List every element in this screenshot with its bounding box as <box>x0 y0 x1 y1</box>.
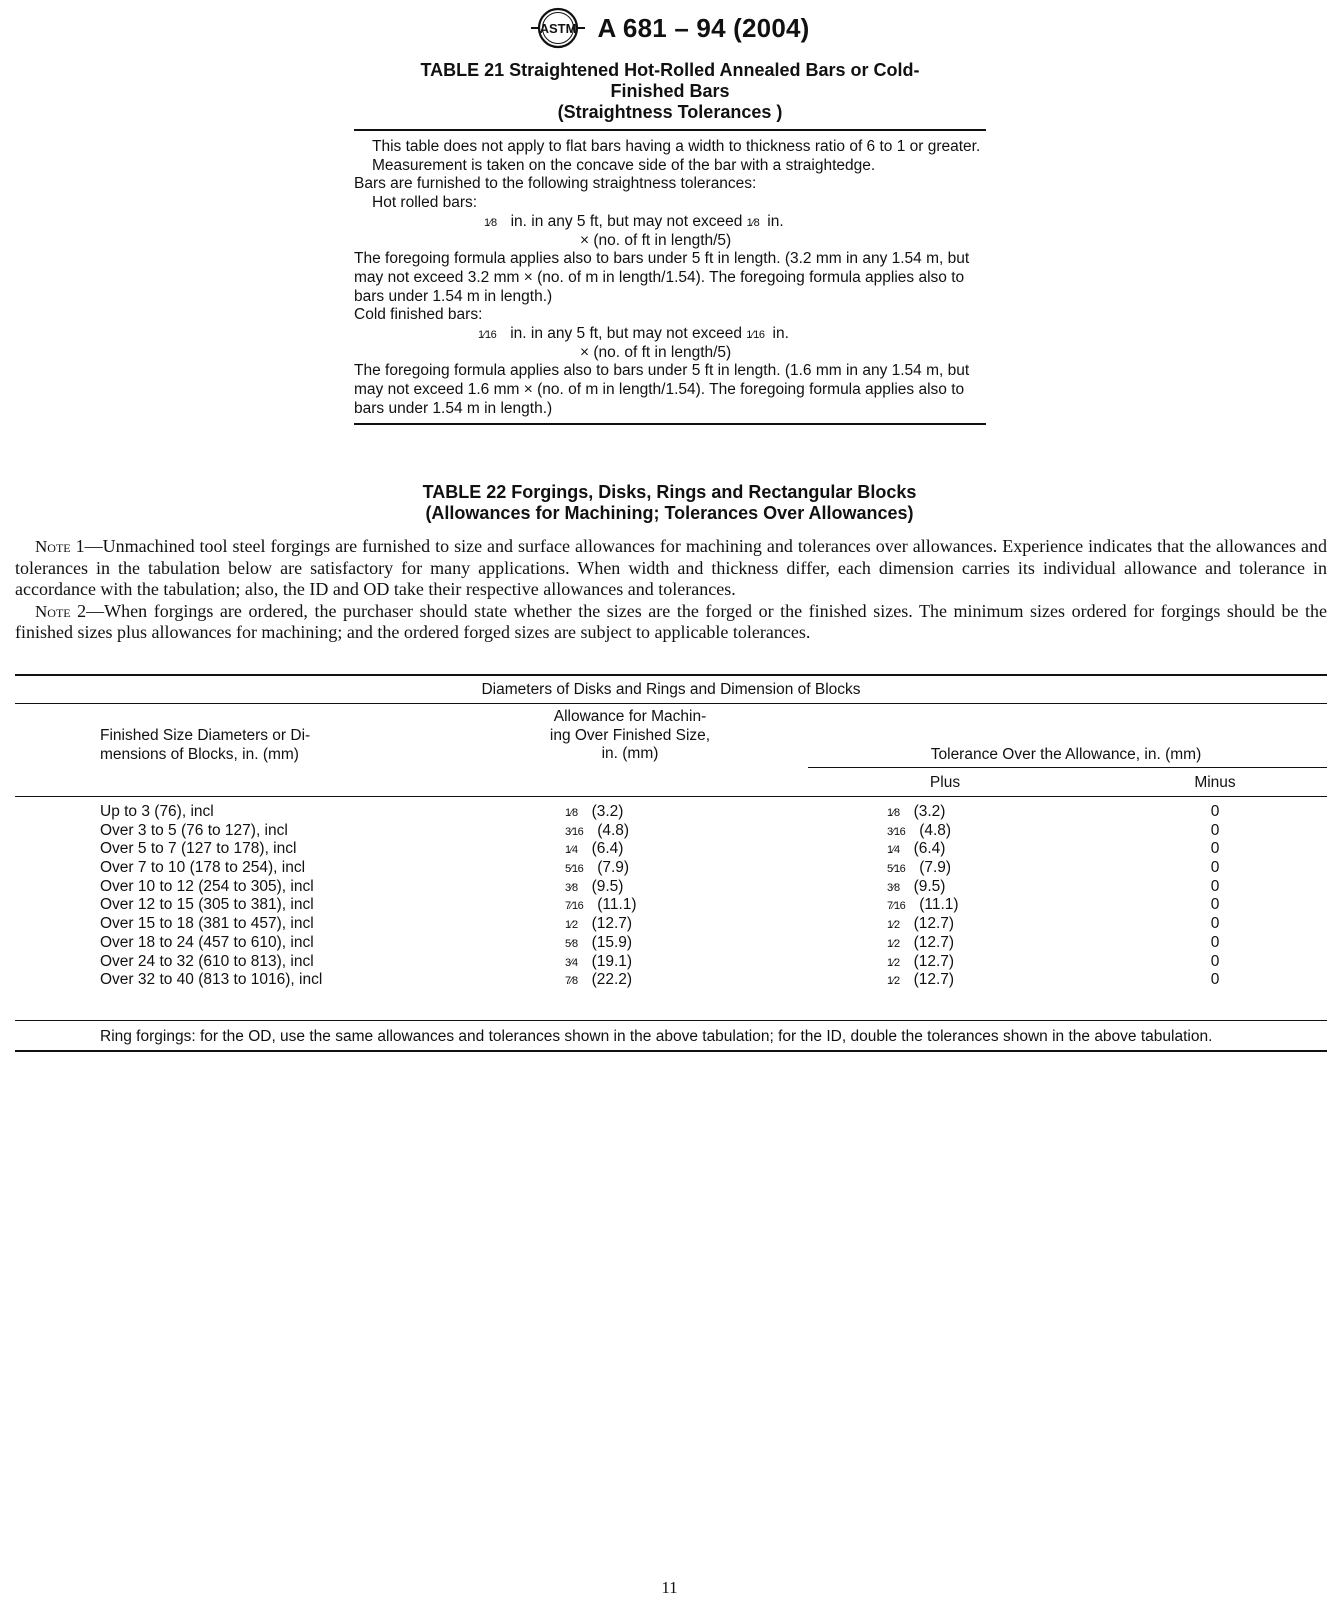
table-row: Over 3 to 5 (76 to 127), incl 3⁄16 (4.8) 3⁄16 (4.8) 0 <box>100 821 1220 839</box>
table-row: Over 5 to 7 (127 to 178), incl 1⁄4 (6.4) 1⁄4 (6.4) 0 <box>100 840 1220 858</box>
table-22-notes <box>15 536 1327 644</box>
table-21-scope-text: This table does not apply to flat bars having a width to thickness ratio of 6 to 1 or greater. <box>372 138 981 155</box>
hot-rolled-label: Hot rolled bars: <box>372 194 478 212</box>
table-21 <box>354 60 986 425</box>
astm-logo-icon <box>529 6 587 50</box>
column-header-tolerance: Tolerance Over the Allowance, in. (mm) <box>930 746 1202 763</box>
table-row: Over 18 to 24 (457 to 610), incl 5⁄8 (15.9) 1⁄2 (12.7) 0 <box>100 933 1220 951</box>
table-row: Over 32 to 40 (813 to 1016), incl 7⁄8 (22.2) 1⁄2 (12.7) 0 <box>100 971 1220 989</box>
table-22-rows <box>15 797 1327 990</box>
table-row: Over 10 to 12 (254 to 305), incl 3⁄8 (9.5) 3⁄8 (9.5) 0 <box>100 877 1220 895</box>
table-22-title: TABLE 22 Forgings, Disks, Rings and Rectangular Blocks (Allowances for Machining; Tolerances Over Allowances) <box>422 482 917 523</box>
column-header-size: Finished Size Diameters or Di- mensions of Blocks, in. (mm) <box>100 727 311 763</box>
page-header <box>0 6 1339 50</box>
table-22-subheaders <box>15 768 1327 796</box>
table-22 <box>15 674 1327 1052</box>
column-header-minus: Minus <box>1194 774 1236 791</box>
cold-finished-label: Cold finished bars: <box>354 306 483 324</box>
table-22-column-headers <box>15 704 1327 768</box>
table-row: Over 24 to 32 (610 to 813), incl 3⁄4 (19.1) 1⁄2 (12.7) 0 <box>100 952 1220 970</box>
table-21-body <box>354 138 986 419</box>
table-row: Over 15 to 18 (381 to 457), incl 1⁄2 (12.7) 1⁄2 (12.7) 0 <box>100 915 1220 933</box>
hot-rolled-formula: 1⁄8 in. in any 5 ft, but may not exceed 1⁄8 in. × (no. of ft in length/5) <box>484 212 784 249</box>
cold-finished-note: The foregoing formula applies also to bars under 5 ft in length. (1.6 mm in any 1.54 m, but may not exceed 1.6 mm × (no. of m in length/1.54). The foregoing formula applies also to bars under 1.54 m in length.) <box>354 362 970 417</box>
table-21-measurement-text: Measurement is taken on the concave side of the bar with a straightedge. <box>372 156 876 174</box>
hot-rolled-note: The foregoing formula applies also to bars under 5 ft in length. (3.2 mm in any 1.54 m, but may not exceed 3.2 mm × (no. of m in length/1.54). The foregoing formula applies also to bars under 1.54 m in length.) <box>354 250 970 305</box>
table-22-bottom-rule <box>15 1050 1327 1052</box>
page-number: 11 <box>661 1578 678 1597</box>
svg-text:ASTM: ASTM <box>540 21 577 36</box>
table-22-spanning-header: Diameters of Disks and Rings and Dimension of Blocks <box>481 681 861 698</box>
table-21-title: TABLE 21 Straightened Hot-Rolled Annealed Bars or Cold- Finished Bars (Straightness Tolerances ) <box>420 60 920 122</box>
note-1: Note 1—Unmachined tool steel forgings are furnished to size and surface allowances for machining and tolerances over allowances. Experience indicates that the allowances and tolerances in the tabulation below are satisfactory for many applications. When width and thickness differ, each dimension carries its individual allowance and tolerance in accordance with the tabulation; also, the ID and OD take their respective allowances and tolerances. <box>15 536 1327 600</box>
column-header-plus: Plus <box>929 774 961 791</box>
table-row: Over 7 to 10 (178 to 254), incl 5⁄16 (7.9) 5⁄16 (7.9) 0 <box>100 859 1220 877</box>
table-21-bottom-rule <box>354 423 986 425</box>
table-row: Up to 3 (76), incl 1⁄8 (3.2) 1⁄8 (3.2) 0 <box>100 803 1220 820</box>
table-22-footnote: Ring forgings: for the OD, use the same allowances and tolerances shown in the above tabulation; for the ID, double the tolerances shown in the above tabulation. <box>15 1020 1327 1050</box>
cold-finished-formula: 1⁄16 in. in any 5 ft, but may not exceed 1⁄16 in. × (no. of ft in length/5) <box>478 325 789 361</box>
table-21-top-rule <box>354 129 986 131</box>
document-designation: A 681 – 94 (2004) <box>597 12 810 43</box>
table-21-intro-text: Bars are furnished to the following straightness tolerances: <box>354 175 757 193</box>
note-2: Note 2—When forgings are ordered, the purchaser should state whether the sizes are the forged or the finished sizes. The minimum sizes ordered for forgings should be the finished sizes plus allowances for machining; and the ordered forged sizes are subject to applicable tolerances. <box>15 600 1327 643</box>
column-header-allowance: Allowance for Machin- ing Over Finished Size, in. (mm) <box>549 707 711 763</box>
table-row: Over 12 to 15 (305 to 381), incl 7⁄16 (11.1) 7⁄16 (11.1) 0 <box>100 896 1220 914</box>
